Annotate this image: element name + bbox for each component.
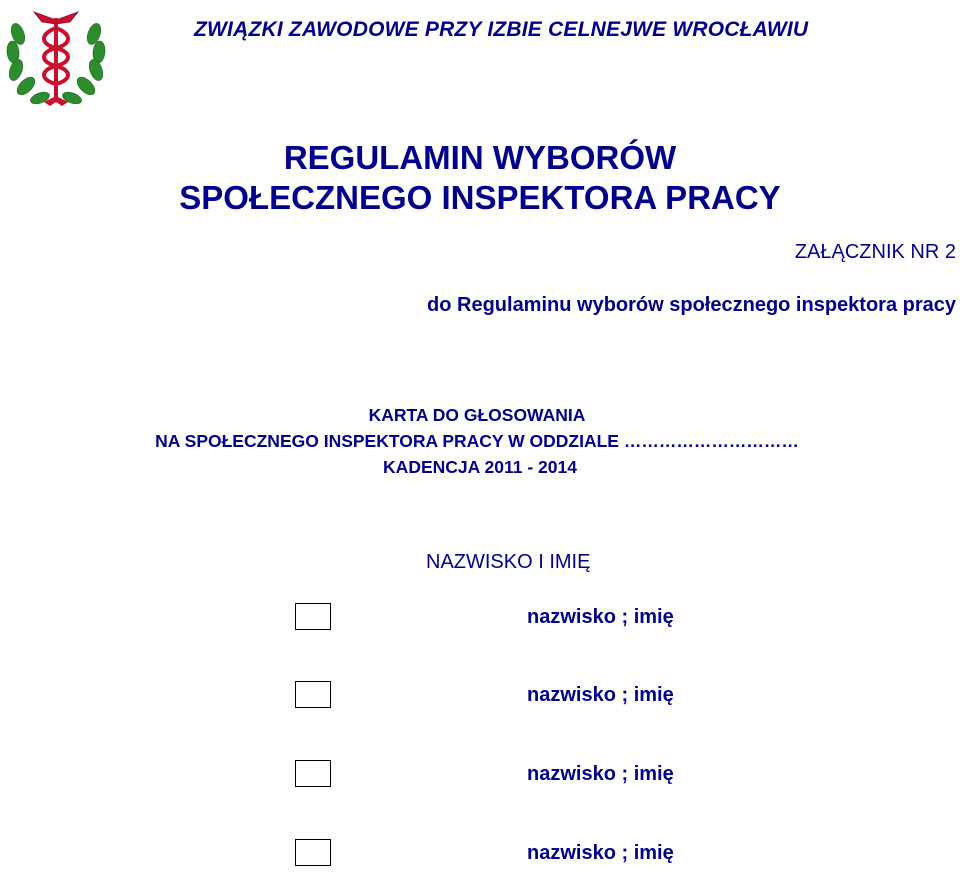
candidate-name: nazwisko ; imię (527, 842, 674, 864)
candidate-row (0, 839, 960, 879)
candidate-name: nazwisko ; imię (527, 684, 674, 706)
candidate-row (0, 760, 960, 800)
ballot-line-3: KADENCJA 2011 - 2014 (383, 457, 577, 477)
caduceus-laurel-emblem-icon (4, 4, 108, 110)
vote-checkbox[interactable] (295, 839, 331, 866)
title-line-2: SPOŁECZNEGO INSPEKTORA PRACY (179, 179, 781, 216)
annex-subtitle: do Regulaminu wyborów społecznego inspektora pracy (427, 294, 956, 316)
logo (4, 4, 108, 110)
vote-checkbox[interactable] (295, 681, 331, 708)
candidate-name: nazwisko ; imię (527, 763, 674, 785)
candidate-row (0, 603, 960, 643)
ballot-line-1: KARTA DO GŁOSOWANIA (368, 405, 586, 425)
vote-checkbox[interactable] (295, 760, 331, 787)
title-line-1: REGULAMIN WYBORÓW (283, 139, 677, 176)
candidate-name: nazwisko ; imię (527, 606, 674, 628)
vote-checkbox[interactable] (295, 603, 331, 630)
candidates-header: NAZWISKO I IMIĘ (426, 551, 591, 573)
annex-label: ZAŁĄCZNIK NR 2 (794, 241, 956, 263)
ballot-heading (0, 402, 960, 480)
candidate-row (0, 681, 960, 721)
organization-name: ZWIĄZKI ZAWODOWE PRZY IZBIE CELNEJWE WROCŁAWIU (194, 18, 809, 41)
ballot-line-2: NA SPOŁECZNEGO INSPEKTORA PRACY W ODDZIALE ………………………… (155, 431, 799, 451)
document-title (0, 138, 960, 218)
